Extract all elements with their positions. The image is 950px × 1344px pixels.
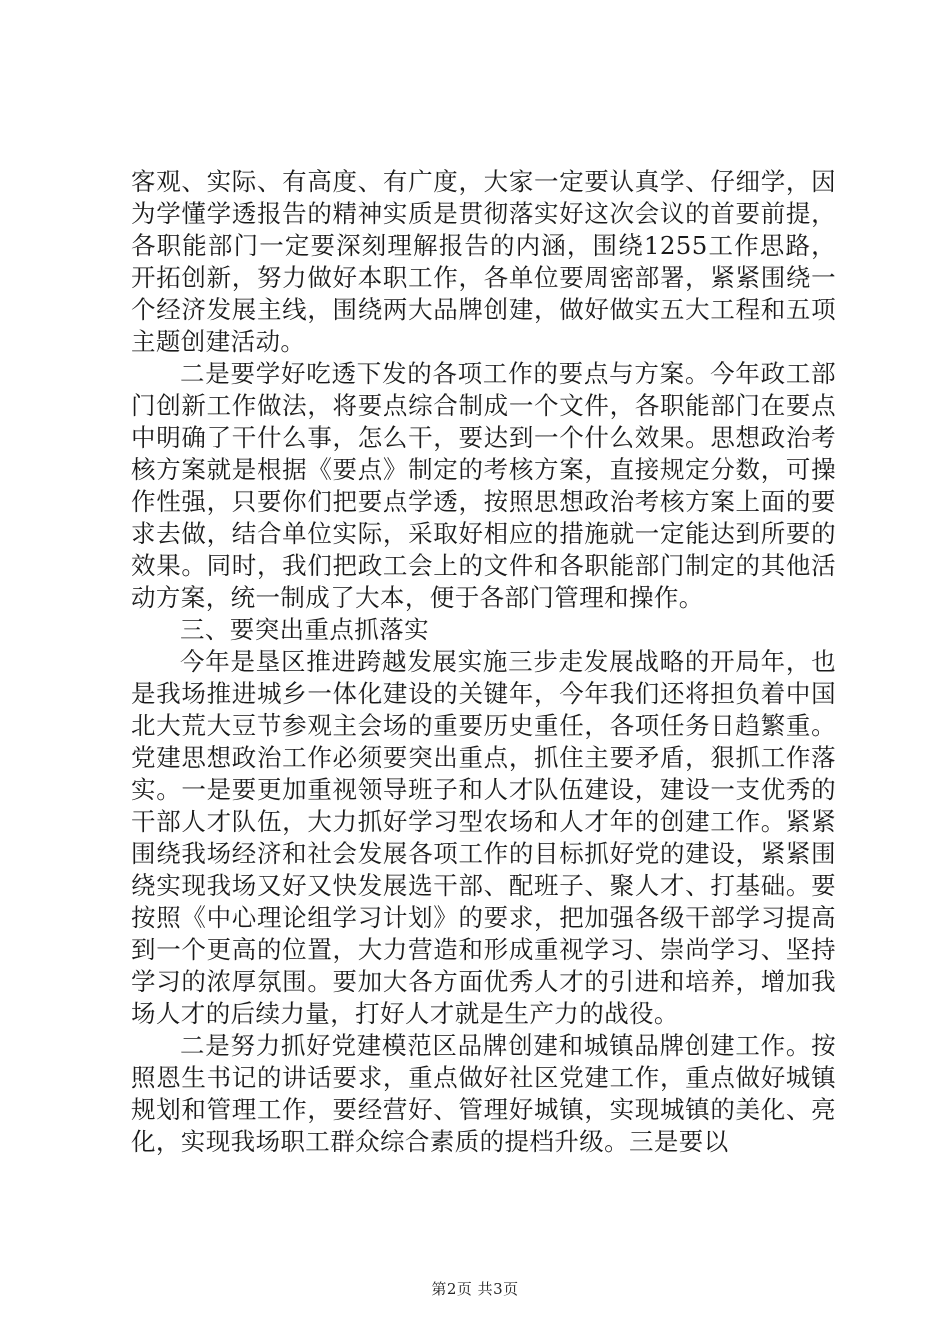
document-body [131, 166, 836, 1158]
section-heading: 三、要突出重点抓落实 [180, 615, 429, 644]
paragraph-3: 今年是垦区推进跨越发展实施三步走发展战略的开局年，也是我场推进城乡一体化建设的关键年，今年我们还将担负着中国北大荒大豆节参观主会场的重要历史重任，各项任务日趋繁重。党建思想政治工作必须要突出重点，抓住主要矛盾，狠抓工作落实。一是要更加重视领导班子和人才队伍建设，建设一支优秀的干部人才队伍，大力抓好学习型农场和人才年的创建工作。紧紧围绕我场经济和社会发展各项工作的目标抓好党的建设，紧紧围绕实现我场又好又快发展选干部、配班子、聚人才、打基础。要按照《中心理论组学习计划》的要求，把加强各级干部学习提高到一个更高的位置，大力营造和形成重视学习、崇尚学习、坚持学习的浓厚氛围。要加大各方面优秀人才的引进和培养，增加我场人才的后续力量，打好人才就是生产力的战役。 [131, 647, 836, 1028]
page-footer: 第2页 共3页 [431, 1280, 519, 1298]
paragraph-1: 客观、实际、有高度、有广度，大家一定要认真学、仔细学，因为学懂学透报告的精神实质是贯彻落实好这次会议的首要前提，各职能部门一定要深刻理解报告的内涵，围绕1255工作思路，开拓创新，努力做好本职工作，各单位要周密部署，紧紧围绕一个经济发展主线，围绕两大品牌创建，做好做实五大工程和五项主题创建活动。 [131, 167, 836, 356]
paragraph-4: 二是努力抓好党建模范区品牌创建和城镇品牌创建工作。按照恩生书记的讲话要求，重点做好社区党建工作，重点做好城镇规划和管理工作，要经营好、管理好城镇，实现城镇的美化、亮化，实现我场职工群众综合素质的提档升级。三是要以 [131, 1031, 836, 1156]
paragraph-2: 二是要学好吃透下发的各项工作的要点与方案。今年政工部门创新工作做法，将要点综合制成一个文件，各职能部门在要点中明确了干什么事，怎么干，要达到一个什么效果。思想政治考核方案就是根据《要点》制定的考核方案，直接规定分数，可操作性强，只要你们把要点学透，按照思想政治考核方案上面的要求去做，结合单位实际，采取好相应的措施就一定能达到所要的效果。同时，我们把政工会上的文件和各职能部门制定的其他活动方案，统一制成了大本，便于各部门管理和操作。 [131, 359, 836, 612]
